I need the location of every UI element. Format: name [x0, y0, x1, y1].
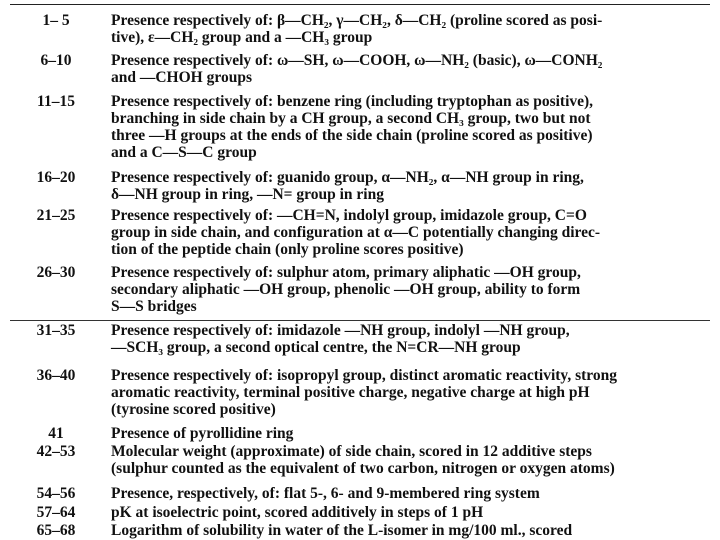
row-number: 54–56 — [36, 485, 76, 502]
row-description — [111, 52, 711, 86]
row-number: 16–20 — [36, 169, 76, 186]
description-line: and a C—S—C group — [111, 144, 257, 161]
row-description — [111, 443, 711, 477]
row-number: 11–15 — [37, 93, 75, 110]
description-line: group in side chain, and configuration at α—C potentially changing direc- — [111, 224, 601, 241]
row-number: 26–30 — [36, 264, 76, 281]
row-description — [111, 425, 711, 442]
description-line: Logarithm of solubility in water of the L-isomer in mg/100 ml., scored — [111, 522, 573, 539]
description-line: (tyrosine scored positive) — [111, 401, 276, 418]
row-description — [111, 12, 711, 46]
description-line: secondary aliphatic —OH group, phenolic —OH group, ability to form — [111, 281, 581, 298]
row-number: 21–25 — [36, 207, 76, 224]
description-line: S—S bridges — [111, 298, 197, 315]
row-description — [111, 264, 711, 315]
row-description — [111, 367, 711, 418]
section-rule — [10, 320, 710, 321]
row-number: 31–35 — [36, 322, 76, 339]
row-description — [111, 169, 711, 203]
description-line: Presence respectively of: isopropyl group, distinct aromatic reactivity, strong — [111, 367, 617, 384]
row-number: 57–64 — [36, 504, 76, 521]
description-line: Presence respectively of: imidazole —NH group, indolyl —NH group, — [111, 322, 570, 339]
row-description — [111, 522, 711, 539]
row-description — [111, 485, 711, 502]
row-number: 65–68 — [36, 522, 76, 539]
description-line: Molecular weight (approximate) of side chain, scored in 12 additive steps — [111, 443, 592, 460]
description-line: pK at isoelectric point, scored additively in steps of 1 pH — [111, 504, 484, 521]
row-description — [111, 93, 711, 161]
top-rule — [10, 4, 710, 5]
description-line: branching in side chain by a CH group, a second CH₃ group, two but not — [111, 110, 591, 127]
row-description — [111, 322, 711, 356]
row-description — [111, 504, 711, 521]
description-line: δ—NH group in ring, —N= group in ring — [111, 186, 384, 203]
row-number: 1– 5 — [42, 12, 70, 29]
row-number: 42–53 — [36, 443, 76, 460]
description-line: —SCH₃ group, a second optical centre, the N=CR—NH group — [111, 339, 521, 356]
description-line: Presence respectively of: sulphur atom, primary aliphatic —OH group, — [111, 264, 581, 281]
description-line: and —CHOH groups — [111, 69, 252, 86]
description-line: Presence respectively of: ω—SH, ω—COOH, ω—NH₂ (basic), ω—CONH₂ — [111, 52, 603, 69]
row-description — [111, 207, 711, 258]
description-line: Presence respectively of: β—CH₂, γ—CH₂, δ—CH₂ (proline scored as posi- — [111, 12, 603, 29]
description-line: Presence respectively of: guanido group, α—NH₂, α—NH group in ring, — [111, 169, 584, 186]
row-number: 6–10 — [40, 52, 72, 69]
description-line: aromatic reactivity, terminal positive charge, negative charge at high pH — [111, 384, 590, 401]
description-line: tion of the peptide chain (only proline scores positive) — [111, 241, 464, 258]
description-line: (sulphur counted as the equivalent of two carbon, nitrogen or oxygen atoms) — [111, 460, 615, 477]
description-line: Presence respectively of: benzene ring (including tryptophan as positive), — [111, 93, 594, 110]
description-line: Presence, respectively, of: flat 5-, 6- and 9-membered ring system — [111, 485, 540, 502]
row-number: 41 — [48, 425, 64, 442]
description-line: three —H groups at the ends of the side chain (proline scored as positive) — [111, 127, 593, 144]
row-number: 36–40 — [36, 367, 76, 384]
description-line: Presence respectively of: —CH=N, indolyl group, imidazole group, C=O — [111, 207, 587, 224]
description-line: tive), ε—CH₂ group and a —CH₃ group — [111, 29, 373, 46]
description-line: Presence of pyrollidine ring — [111, 425, 294, 442]
